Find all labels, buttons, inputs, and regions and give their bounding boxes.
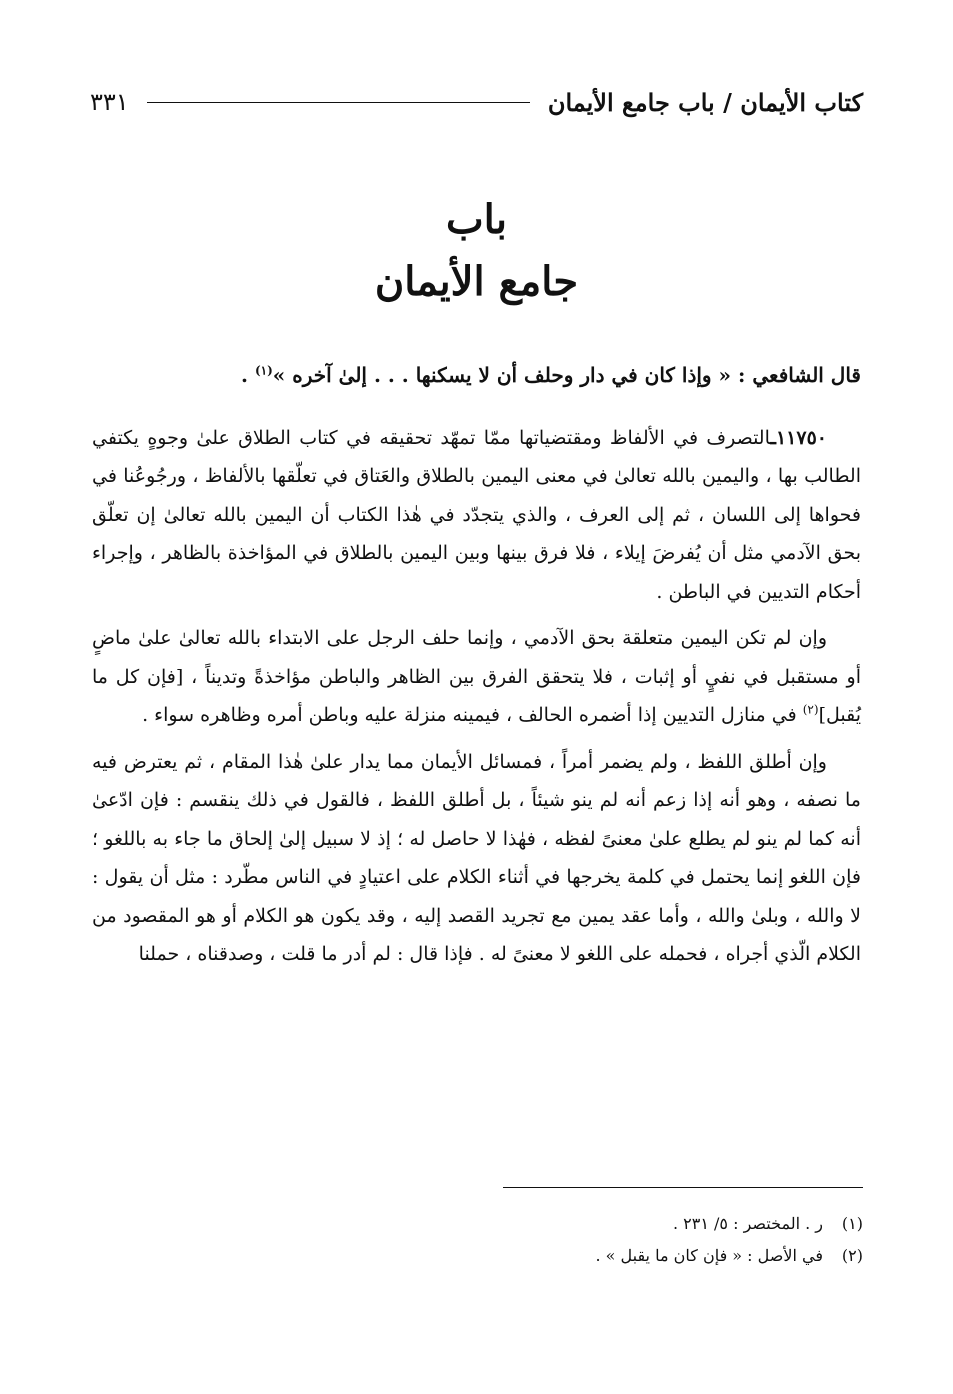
- running-title: كتاب الأيمان / باب جامع الأيمان: [547, 87, 863, 117]
- body-text: [92, 356, 861, 982]
- header-rule: [147, 102, 530, 103]
- quote-speaker: قال الشافعي :: [738, 363, 861, 387]
- footnote-2: [90, 1240, 863, 1272]
- paragraph-2: [92, 619, 861, 735]
- paragraph-3-text: وإن أطلق اللفظ ، ولم يضمر أمراً ، فمسائل الأيمان مما يدار علىٰ هٰذا المقام ، ثم يعترض فيه ما نصفه ، وهو أنه إذا زعم أنه لم ينو شيئاً ، بل أطلق اللفظ ، فالقول في ذلك ينقسم : فإن ادّعىٰ أنه كما لم ينو لم يطلع علىٰ معنىً لفظه ، فهٰذا لا حاصل له ؛ إذ لا سبيل إلىٰ إلحاق ما جاء به باللغو ؛ فإن اللغو إنما يحتمل في كلمة يخرجها في أثناء الكلام على اعتيادٍ في الناس مطّرد : مثل أن يقول : لا والله ، وبلىٰ والله ، وأما عقد يمين مع تجريد القصد إليه ، وقد يكون هو الكلام أو هو المقصود من الكلام الّذي أجراه ، فحمله على اللغو لا معنىً له . فإذا قال : لم أدر ما قلت ، وصدقناه ، حملنا: [92, 750, 861, 965]
- paragraph-3: [92, 743, 861, 974]
- quote-text: « وإذا كان في دار وحلف أن لا يسكنها . . . إلىٰ آخره »: [272, 363, 732, 387]
- quote-end: .: [241, 363, 248, 387]
- paragraph-number: ١١٧٥٠ـ: [770, 426, 827, 449]
- footnote-rule: [503, 1187, 863, 1188]
- chapter-subtitle: جامع الأيمان: [374, 258, 579, 305]
- footnote-number: (٢): [841, 1246, 863, 1265]
- paragraph-1: [92, 419, 861, 612]
- footnote-1: [90, 1208, 863, 1240]
- quote-line: [92, 356, 861, 395]
- paragraph-2-text-after: في منازل التديين إذا أضمره الحالف ، فيمينه منزلة عليه وباطن أمره وظاهره سواء .: [142, 704, 803, 726]
- footnote-text: في الأصل : « فإن كان ما يقبل » .: [595, 1246, 823, 1265]
- chapter-title: باب: [446, 196, 507, 243]
- paragraph-2-text-before: وإن لم تكن اليمين متعلقة بحق الآدمي ، وإنما حلف الرجل على الابتداء بالله تعالىٰ علىٰ ماضٍ أو مستقبل في نفيٍ أو إثبات ، فلا يتحقق الفرق بين الظاهر والباطن مؤاخذةً وتديناً ، [فإن كل ما يُقبل]: [92, 627, 861, 726]
- page-header: [90, 80, 863, 124]
- footnote-ref-2[interactable]: (٢): [802, 702, 819, 717]
- footnote-ref-1[interactable]: (١): [254, 363, 273, 378]
- footnotes: [90, 1208, 863, 1272]
- paragraph-1-text: التصرف في الألفاظ ومقتضياتها ممّا تمهّد تحقيقه في كتاب الطلاق علىٰ وجوهٍ يكتفي الطالب بها ، واليمين بالله تعالىٰ في معنى اليمين بالطلاق والعَتاق في تعلّقها بالألفاظ ، ورجُوعُنا في فحواها إلى اللسان ، ثم إلى العرف ، والذي يتجدّد في هٰذا الكتاب أن اليمين بالله تعالىٰ إن تعلّق بحق الآدمي مثل أن يُفرضَ إيلاء ، فلا فرق بينها وبين اليمين بالطلاق في المؤاخذة بالظاهر ، وإجراء أحكام التديين في الباطن .: [92, 426, 861, 603]
- footnote-text: ر . المختصر : ٥/ ٢٣١ .: [672, 1214, 823, 1233]
- page-number: ٣٣١: [90, 88, 129, 116]
- footnote-number: (١): [841, 1214, 863, 1233]
